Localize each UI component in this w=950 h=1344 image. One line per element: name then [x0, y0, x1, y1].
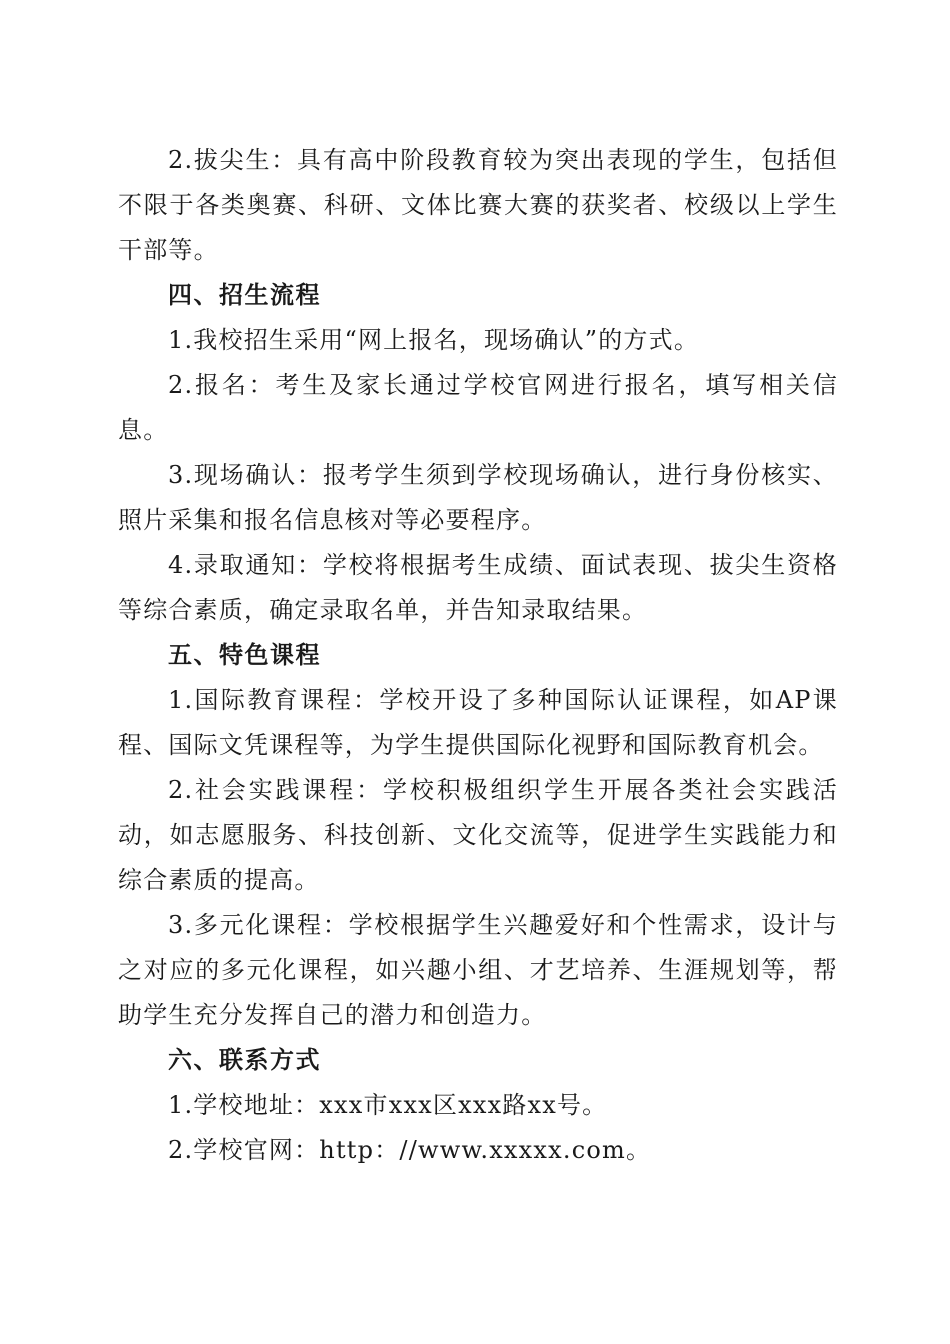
paragraph-diversified-courses: 3.多元化课程：学校根据学生兴趣爱好和个性需求，设计与之对应的多元化课程，如兴趣小组、才艺培养、生涯规划等，帮助学生充分发挥自己的潜力和创造力。 [118, 911, 838, 1029]
paragraph-onsite-confirmation: 3.现场确认：报考学生须到学校现场确认，进行身份核实、照片采集和报名信息核对等必要程序。 [118, 461, 838, 534]
section-heading-featured-courses: 五、特色课程 [168, 641, 321, 669]
document-body [118, 138, 838, 1173]
paragraph-social-practice: 2.社会实践课程：学校积极组织学生开展各类社会实践活动，如志愿服务、科技创新、文化交流等，促进学生实践能力和综合素质的提高。 [118, 776, 838, 894]
paragraph-school-address: 1.学校地址：xxx市xxx区xxx路xx号。 [168, 1091, 608, 1119]
paragraph-top-students: 2.拔尖生：具有高中阶段教育较为突出表现的学生，包括但不限于各类奥赛、科研、文体比赛大赛的获奖者、校级以上学生干部等。 [118, 146, 838, 264]
paragraph-registration: 2.报名：考生及家长通过学校官网进行报名，填写相关信息。 [118, 371, 838, 444]
paragraph-process-method: 1.我校招生采用“网上报名，现场确认”的方式。 [168, 326, 700, 354]
paragraph-school-website: 2.学校官网：http：//www.xxxxx.com。 [168, 1136, 652, 1164]
paragraph-international-courses: 1.国际教育课程：学校开设了多种国际认证课程，如AP课程、国际文凭课程等，为学生提供国际化视野和国际教育机会。 [118, 686, 838, 759]
section-heading-contact: 六、联系方式 [168, 1046, 321, 1074]
section-heading-admission-process: 四、招生流程 [168, 281, 321, 309]
paragraph-admission-notice: 4.录取通知：学校将根据考生成绩、面试表现、拔尖生资格等综合素质，确定录取名单，并告知录取结果。 [118, 551, 838, 624]
